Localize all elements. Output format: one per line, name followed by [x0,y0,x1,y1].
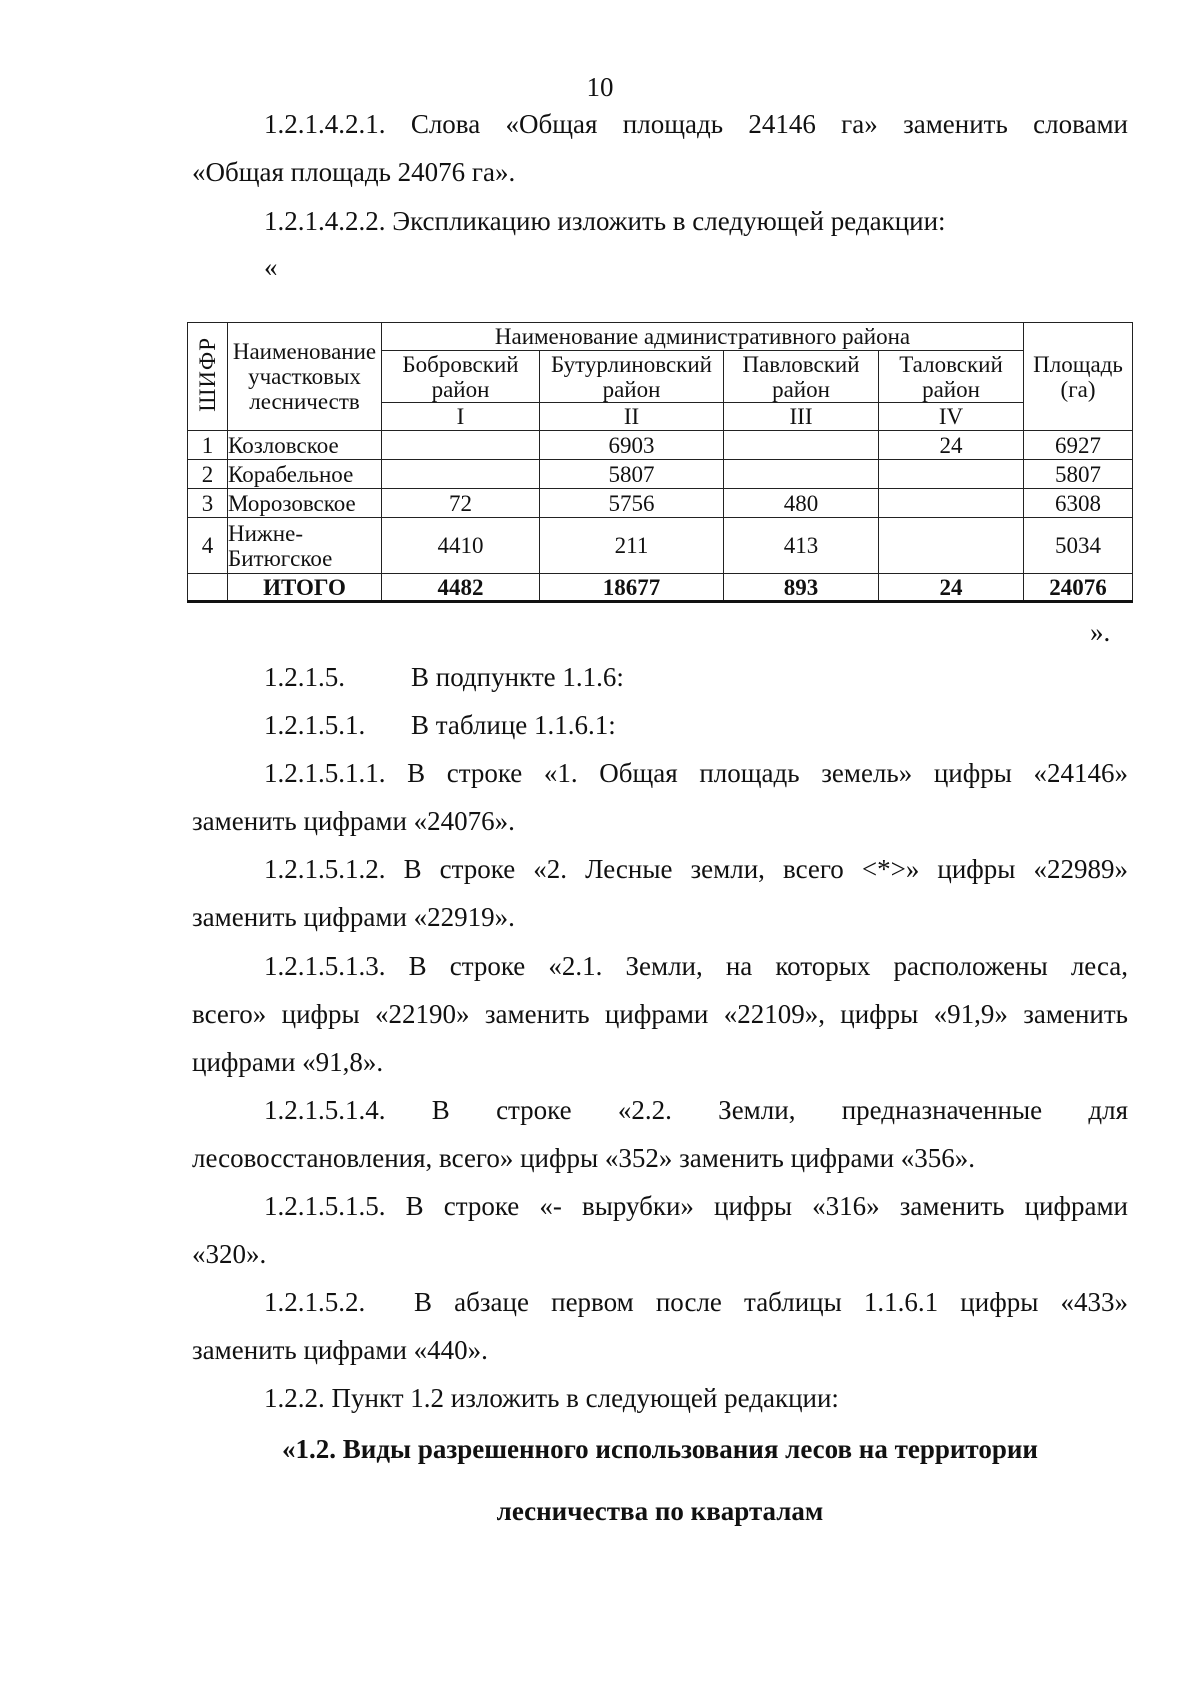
paragraph-3: 1.2.1.5. В подпункте 1.1.6: [264,662,624,692]
paragraph-9-line-1: 1.2.1.5.1.5. В строке «- вырубки» цифры «316» заменить цифрами [264,1191,1128,1221]
cell-d1: 72 [382,489,540,518]
header-district-group: Наименование административного района [382,323,1024,351]
header-district-2: Бутурлиновский район [540,351,724,403]
cell-d2: 5807 [540,460,724,489]
cell-d3 [724,460,879,489]
table-row [188,489,1133,518]
cell-d4 [879,460,1024,489]
cell-d4: 24 [879,431,1024,460]
paragraph-10-line-2: заменить цифрами «440». [192,1335,488,1365]
cell-code [188,574,228,602]
cell-code: 4 [188,518,228,574]
paragraph-1-line-2: «Общая площадь 24076 га». [192,157,516,187]
cell-d2: 5756 [540,489,724,518]
table-row [188,518,1133,574]
header-district-3: Павловский район [724,351,879,403]
cell-name: Корабельное [228,460,382,489]
section-heading-line-1: «1.2. Виды разрешенного использования лесов на территории [282,1434,1038,1464]
paragraph-9-line-2: «320». [192,1239,267,1269]
total-label: ИТОГО [228,574,382,602]
cell-d3: 480 [724,489,879,518]
cell-d2: 6903 [540,431,724,460]
quote-open: « [264,252,278,282]
header-district-code-2: II [540,403,724,431]
paragraph-7-line-1: 1.2.1.5.1.3. В строке «2.1. Земли, на которых расположены леса, [264,951,1128,981]
paragraph-7-line-2: всего» цифры «22190» заменить цифрами «22109», цифры «91,9» заменить [192,999,1128,1029]
cell-d4 [879,489,1024,518]
header-district-4: Таловский район [879,351,1024,403]
cell-area: 5807 [1024,460,1133,489]
paragraph-5-line-1: 1.2.1.5.1.1. В строке «1. Общая площадь земель» цифры «24146» [264,758,1128,788]
total-d2: 18677 [540,574,724,602]
cell-d1: 4410 [382,518,540,574]
paragraph-7-line-3: цифрами «91,8». [192,1047,384,1077]
paragraph-8-line-1: 1.2.1.5.1.4. В строке «2.2. Земли, предназначенные для [264,1095,1128,1125]
cell-area: 6927 [1024,431,1133,460]
total-d3: 893 [724,574,879,602]
header-district-code-1: I [382,403,540,431]
cell-d1 [382,431,540,460]
section-heading-line-2: лесничества по кварталам [496,1496,824,1526]
paragraph-1-line-1: 1.2.1.4.2.1. Слова «Общая площадь 24146 га» заменить словами [264,109,1128,139]
header-code: ШИФР [188,323,228,431]
header-forestry-name: Наименование участковых лесничеств [228,323,382,431]
cell-name: Козловское [228,431,382,460]
header-district-code-4: IV [879,403,1024,431]
total-d4: 24 [879,574,1024,602]
explication-table [187,322,1133,603]
paragraph-5-line-2: заменить цифрами «24076». [192,806,515,836]
paragraph-6-line-2: заменить цифрами «22919». [192,902,515,932]
header-district-code-3: III [724,403,879,431]
cell-d4 [879,518,1024,574]
table-header-row-1 [188,323,1133,351]
cell-code: 3 [188,489,228,518]
cell-d3 [724,431,879,460]
total-area: 24076 [1024,574,1133,602]
quote-close: ». [1090,617,1111,647]
table-row [188,431,1133,460]
cell-code: 2 [188,460,228,489]
cell-d3: 413 [724,518,879,574]
cell-area: 5034 [1024,518,1133,574]
page-number: 10 [586,72,614,102]
paragraph-11: 1.2.2. Пункт 1.2 изложить в следующей редакции: [264,1383,839,1413]
paragraph-10-line-1: 1.2.1.5.2. В абзаце первом после таблицы 1.1.6.1 цифры «433» [264,1287,1128,1317]
paragraph-2: 1.2.1.4.2.2. Экспликацию изложить в следующей редакции: [264,206,946,236]
paragraph-4: 1.2.1.5.1. В таблице 1.1.6.1: [264,710,616,740]
cell-name: Морозовское [228,489,382,518]
cell-d2: 211 [540,518,724,574]
cell-d1 [382,460,540,489]
paragraph-8-line-2: лесовосстановления, всего» цифры «352» заменить цифрами «356». [192,1143,976,1173]
table-row [188,460,1133,489]
header-area: Площадь (га) [1024,323,1133,431]
cell-name: Нижне-Битюгское [228,518,382,574]
cell-area: 6308 [1024,489,1133,518]
table-total-row [188,574,1133,602]
cell-code: 1 [188,431,228,460]
total-d1: 4482 [382,574,540,602]
header-district-1: Бобровский район [382,351,540,403]
paragraph-6-line-1: 1.2.1.5.1.2. В строке «2. Лесные земли, всего <*>» цифры «22989» [264,854,1128,884]
